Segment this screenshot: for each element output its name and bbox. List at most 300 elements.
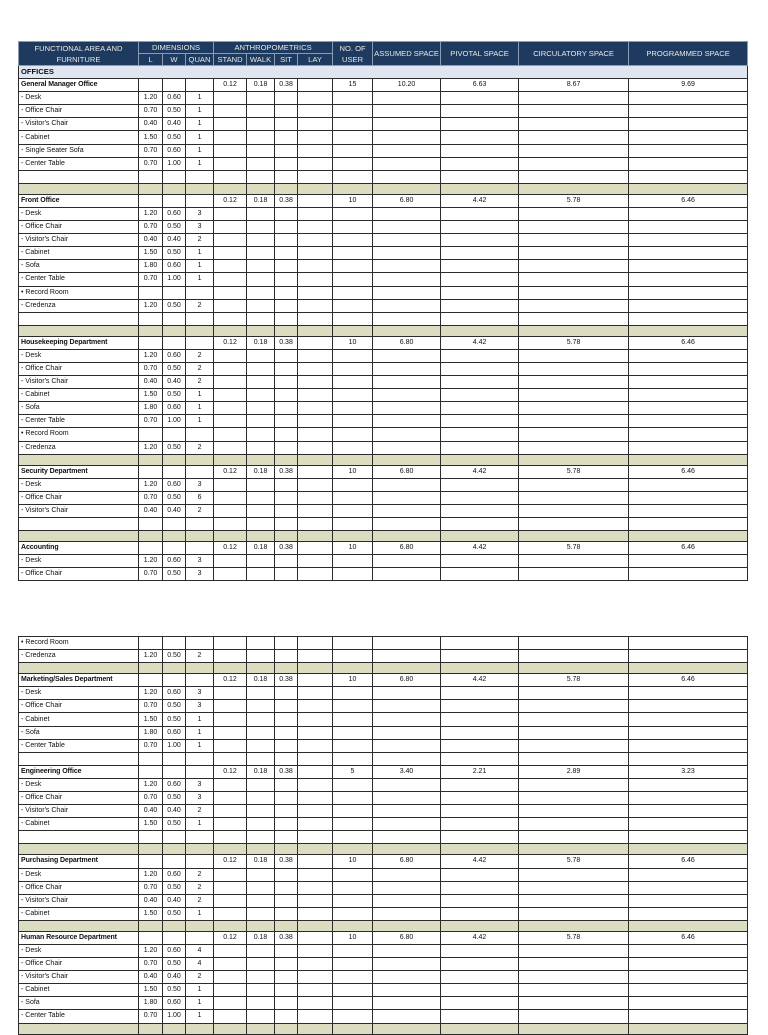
width-cell: 0.60 (163, 997, 186, 1010)
separator-cell (629, 663, 748, 674)
programmed-space-cell (629, 752, 748, 765)
users-cell (333, 234, 373, 247)
pivotal-space-cell (441, 881, 519, 894)
width-cell: 0.50 (163, 958, 186, 971)
furniture-row (19, 568, 748, 581)
sit-cell (275, 260, 298, 273)
assumed-space-cell: 6.80 (373, 931, 441, 944)
separator-cell (333, 1023, 373, 1034)
area-row (19, 465, 748, 478)
stand-cell (214, 894, 247, 907)
separator-cell (163, 454, 186, 465)
furniture-row (19, 894, 748, 907)
users-cell: 10 (333, 465, 373, 478)
width-cell: 1.00 (163, 739, 186, 752)
pivotal-space-cell (441, 491, 519, 504)
programmed-space-cell (629, 273, 748, 286)
furniture-row (19, 286, 748, 299)
users-cell (333, 376, 373, 389)
length-cell: 0.70 (139, 739, 163, 752)
circulatory-space-cell (519, 349, 629, 362)
label-cell: Accounting (19, 542, 139, 555)
lay-cell (298, 818, 333, 831)
stand-cell (214, 415, 247, 428)
blank-row (19, 170, 748, 183)
width-cell: 0.60 (163, 778, 186, 791)
circulatory-space-cell (519, 713, 629, 726)
furniture-row (19, 234, 748, 247)
stand-cell (214, 428, 247, 441)
sit-cell: 0.38 (275, 79, 298, 92)
users-cell (333, 687, 373, 700)
length-cell (139, 752, 163, 765)
lay-cell (298, 855, 333, 868)
assumed-space-cell (373, 700, 441, 713)
quantity-cell (186, 428, 214, 441)
separator-cell (275, 663, 298, 674)
assumed-space-cell (373, 170, 441, 183)
assumed-space-cell (373, 92, 441, 105)
length-cell (139, 312, 163, 325)
circulatory-space-cell (519, 286, 629, 299)
table-header (19, 42, 748, 66)
lay-cell (298, 674, 333, 687)
assumed-space-cell (373, 907, 441, 920)
assumed-space-cell (373, 713, 441, 726)
length-cell: 0.40 (139, 376, 163, 389)
assumed-space-cell (373, 944, 441, 957)
furniture-row (19, 402, 748, 415)
stand-cell (214, 881, 247, 894)
width-cell (163, 752, 186, 765)
programmed-space-cell (629, 131, 748, 144)
programmed-space-cell (629, 739, 748, 752)
programmed-space-cell (629, 997, 748, 1010)
assumed-space-cell: 10.20 (373, 79, 441, 92)
length-cell (139, 831, 163, 844)
lay-cell (298, 765, 333, 778)
furniture-row (19, 131, 748, 144)
lay-cell (298, 997, 333, 1010)
walk-cell (247, 1010, 275, 1023)
circulatory-space-cell (519, 170, 629, 183)
lay-cell (298, 907, 333, 920)
separator-row (19, 844, 748, 855)
pivotal-space-cell (441, 971, 519, 984)
walk-cell: 0.18 (247, 336, 275, 349)
quantity-cell (186, 194, 214, 207)
stand-cell (214, 286, 247, 299)
programmed-space-cell (629, 247, 748, 260)
programmed-space-cell (629, 349, 748, 362)
length-cell: 1.20 (139, 650, 163, 663)
length-cell: 0.70 (139, 958, 163, 971)
label-cell: - Desk (19, 92, 139, 105)
length-cell: 1.50 (139, 389, 163, 402)
circulatory-space-cell (519, 157, 629, 170)
quantity-cell: 2 (186, 362, 214, 375)
walk-cell (247, 650, 275, 663)
programmed-space-cell (629, 1010, 748, 1023)
users-cell (333, 971, 373, 984)
walk-cell (247, 958, 275, 971)
assumed-space-cell: 3.40 (373, 765, 441, 778)
lay-cell (298, 79, 333, 92)
users-cell (333, 568, 373, 581)
stand-cell (214, 568, 247, 581)
length-cell: 1.20 (139, 92, 163, 105)
stand-cell (214, 362, 247, 375)
users-cell (333, 299, 373, 312)
sit-cell (275, 221, 298, 234)
lay-cell (298, 234, 333, 247)
width-cell (163, 637, 186, 650)
sit-cell (275, 157, 298, 170)
pivotal-space-cell (441, 428, 519, 441)
users-cell (333, 441, 373, 454)
separator-cell (186, 663, 214, 674)
quantity-cell: 1 (186, 997, 214, 1010)
label-cell: - Cabinet (19, 713, 139, 726)
furniture-row (19, 637, 748, 650)
sit-cell (275, 997, 298, 1010)
separator-cell (186, 531, 214, 542)
width-cell: 0.50 (163, 792, 186, 805)
furniture-row (19, 389, 748, 402)
separator-cell (275, 454, 298, 465)
lay-cell (298, 349, 333, 362)
sit-cell (275, 118, 298, 131)
stand-cell: 0.12 (214, 542, 247, 555)
separator-cell (214, 844, 247, 855)
separator-cell (333, 663, 373, 674)
separator-cell (19, 1023, 139, 1034)
walk-cell (247, 428, 275, 441)
separator-cell (629, 1023, 748, 1034)
quantity-cell: 1 (186, 402, 214, 415)
furniture-row (19, 778, 748, 791)
walk-cell (247, 971, 275, 984)
width-cell (163, 465, 186, 478)
stand-cell (214, 650, 247, 663)
label-cell: - Cabinet (19, 818, 139, 831)
furniture-row (19, 555, 748, 568)
stand-cell (214, 247, 247, 260)
pivotal-space-cell (441, 273, 519, 286)
label-cell: - Visitor's Chair (19, 118, 139, 131)
stand-cell (214, 207, 247, 220)
stand-cell: 0.12 (214, 855, 247, 868)
blank-row (19, 518, 748, 531)
separator-cell (139, 1023, 163, 1034)
label-cell: - Sofa (19, 997, 139, 1010)
separator-row (19, 454, 748, 465)
walk-cell: 0.18 (247, 855, 275, 868)
programmed-space-cell (629, 491, 748, 504)
pivotal-space-cell (441, 260, 519, 273)
users-cell (333, 170, 373, 183)
assumed-space-cell (373, 958, 441, 971)
lay-cell (298, 805, 333, 818)
programmed-space-cell (629, 713, 748, 726)
sit-cell (275, 700, 298, 713)
header-circulatory-space: CIRCULATORY SPACE (519, 42, 629, 66)
length-cell: 0.70 (139, 491, 163, 504)
quantity-cell: 2 (186, 376, 214, 389)
separator-cell (139, 454, 163, 465)
separator-cell (519, 663, 629, 674)
users-cell: 10 (333, 931, 373, 944)
furniture-row (19, 650, 748, 663)
label-cell: - Office Chair (19, 792, 139, 805)
circulatory-space-cell (519, 792, 629, 805)
label-cell: - Center Table (19, 739, 139, 752)
lay-cell (298, 650, 333, 663)
circulatory-space-cell (519, 144, 629, 157)
lay-cell (298, 428, 333, 441)
header-stand: STAND (214, 54, 247, 66)
separator-cell (441, 531, 519, 542)
furniture-row (19, 157, 748, 170)
lay-cell (298, 792, 333, 805)
pivotal-space-cell (441, 376, 519, 389)
quantity-cell: 2 (186, 441, 214, 454)
label-cell: - Cabinet (19, 247, 139, 260)
pivotal-space-cell: 4.42 (441, 465, 519, 478)
users-cell: 10 (333, 674, 373, 687)
circulatory-space-cell (519, 299, 629, 312)
sit-cell (275, 778, 298, 791)
circulatory-space-cell (519, 881, 629, 894)
label-cell: - Center Table (19, 157, 139, 170)
width-cell: 0.50 (163, 491, 186, 504)
stand-cell (214, 713, 247, 726)
assumed-space-cell (373, 831, 441, 844)
pivotal-space-cell (441, 568, 519, 581)
area-row (19, 79, 748, 92)
sit-cell (275, 984, 298, 997)
assumed-space-cell (373, 362, 441, 375)
users-cell (333, 518, 373, 531)
programmed-space-cell (629, 984, 748, 997)
users-cell (333, 312, 373, 325)
circulatory-space-cell (519, 504, 629, 517)
walk-cell (247, 478, 275, 491)
programmed-space-cell (629, 726, 748, 739)
separator-cell (247, 183, 275, 194)
separator-cell (298, 325, 333, 336)
circulatory-space-cell (519, 971, 629, 984)
category-label: OFFICES (19, 66, 748, 79)
separator-cell (139, 663, 163, 674)
width-cell: 0.50 (163, 221, 186, 234)
users-cell (333, 273, 373, 286)
assumed-space-cell (373, 286, 441, 299)
length-cell: 0.40 (139, 805, 163, 818)
lay-cell (298, 415, 333, 428)
sit-cell (275, 234, 298, 247)
separator-cell (373, 1023, 441, 1034)
width-cell: 0.50 (163, 568, 186, 581)
blank-row (19, 312, 748, 325)
header-assumed-space: ASSUMED SPACE (373, 42, 441, 66)
circulatory-space-cell: 5.78 (519, 336, 629, 349)
assumed-space-cell (373, 984, 441, 997)
users-cell: 10 (333, 194, 373, 207)
label-cell (19, 518, 139, 531)
pivotal-space-cell: 4.42 (441, 855, 519, 868)
programmed-space-cell (629, 234, 748, 247)
width-cell: 0.40 (163, 971, 186, 984)
walk-cell (247, 726, 275, 739)
circulatory-space-cell: 2.89 (519, 765, 629, 778)
users-cell (333, 221, 373, 234)
sit-cell (275, 739, 298, 752)
separator-cell (247, 454, 275, 465)
circulatory-space-cell (519, 650, 629, 663)
quantity-cell (186, 765, 214, 778)
quantity-cell: 3 (186, 687, 214, 700)
lay-cell (298, 504, 333, 517)
category-row (19, 66, 748, 79)
width-cell: 0.50 (163, 650, 186, 663)
width-cell: 0.60 (163, 349, 186, 362)
users-cell (333, 778, 373, 791)
width-cell: 0.60 (163, 868, 186, 881)
label-cell: - Visitor's Chair (19, 894, 139, 907)
pivotal-space-cell (441, 637, 519, 650)
users-cell (333, 207, 373, 220)
users-cell (333, 818, 373, 831)
separator-cell (275, 531, 298, 542)
quantity-cell: 1 (186, 389, 214, 402)
programmed-space-cell (629, 805, 748, 818)
separator-cell (629, 531, 748, 542)
circulatory-space-cell: 5.78 (519, 674, 629, 687)
separator-cell (333, 325, 373, 336)
pivotal-space-cell (441, 739, 519, 752)
sit-cell (275, 637, 298, 650)
header-sit: SIT (275, 54, 298, 66)
lay-cell (298, 157, 333, 170)
quantity-cell: 1 (186, 105, 214, 118)
quantity-cell: 1 (186, 713, 214, 726)
label-cell: - Office Chair (19, 700, 139, 713)
walk-cell (247, 504, 275, 517)
programmed-space-cell (629, 958, 748, 971)
width-cell: 0.50 (163, 389, 186, 402)
programmed-space-cell (629, 118, 748, 131)
separator-cell (373, 325, 441, 336)
width-cell: 0.40 (163, 376, 186, 389)
circulatory-space-cell (519, 894, 629, 907)
label-cell: - Visitor's Chair (19, 971, 139, 984)
label-cell: - Visitor's Chair (19, 504, 139, 517)
assumed-space-cell (373, 726, 441, 739)
circulatory-space-cell (519, 700, 629, 713)
walk-cell (247, 402, 275, 415)
header-quan: QUAN (186, 54, 214, 66)
width-cell: 0.60 (163, 478, 186, 491)
walk-cell (247, 362, 275, 375)
assumed-space-cell (373, 650, 441, 663)
circulatory-space-cell: 5.78 (519, 931, 629, 944)
circulatory-space-cell (519, 868, 629, 881)
walk-cell (247, 868, 275, 881)
pivotal-space-cell (441, 349, 519, 362)
walk-cell (247, 907, 275, 920)
programmed-space-cell (629, 881, 748, 894)
length-cell: 1.50 (139, 984, 163, 997)
label-cell: - Desk (19, 778, 139, 791)
stand-cell (214, 700, 247, 713)
length-cell: 1.20 (139, 868, 163, 881)
assumed-space-cell (373, 157, 441, 170)
users-cell (333, 415, 373, 428)
sit-cell (275, 491, 298, 504)
length-cell: 1.80 (139, 260, 163, 273)
separator-cell (629, 844, 748, 855)
sit-cell: 0.38 (275, 542, 298, 555)
users-cell (333, 831, 373, 844)
pivotal-space-cell (441, 518, 519, 531)
pivotal-space-cell (441, 299, 519, 312)
separator-cell (441, 844, 519, 855)
walk-cell (247, 831, 275, 844)
furniture-row (19, 105, 748, 118)
quantity-cell: 3 (186, 478, 214, 491)
sit-cell (275, 944, 298, 957)
sit-cell (275, 504, 298, 517)
width-cell: 1.00 (163, 273, 186, 286)
assumed-space-cell (373, 739, 441, 752)
stand-cell (214, 637, 247, 650)
blank-row (19, 831, 748, 844)
length-cell (139, 637, 163, 650)
circulatory-space-cell (519, 207, 629, 220)
circulatory-space-cell (519, 362, 629, 375)
users-cell (333, 260, 373, 273)
sit-cell (275, 650, 298, 663)
walk-cell (247, 170, 275, 183)
sit-cell (275, 402, 298, 415)
separator-cell (186, 454, 214, 465)
users-cell (333, 700, 373, 713)
label-cell: - Office Chair (19, 881, 139, 894)
quantity-cell (186, 465, 214, 478)
pivotal-space-cell (441, 1010, 519, 1023)
separator-cell (214, 183, 247, 194)
length-cell: 0.70 (139, 362, 163, 375)
assumed-space-cell (373, 247, 441, 260)
furniture-row (19, 260, 748, 273)
users-cell (333, 157, 373, 170)
separator-row (19, 183, 748, 194)
length-cell: 0.70 (139, 105, 163, 118)
users-cell (333, 428, 373, 441)
stand-cell (214, 402, 247, 415)
circulatory-space-cell (519, 958, 629, 971)
stand-cell: 0.12 (214, 79, 247, 92)
length-cell: 0.70 (139, 221, 163, 234)
programmed-space-cell (629, 105, 748, 118)
circulatory-space-cell (519, 105, 629, 118)
sit-cell (275, 894, 298, 907)
quantity-cell: 2 (186, 299, 214, 312)
programmed-space-cell: 6.46 (629, 465, 748, 478)
width-cell: 0.60 (163, 555, 186, 568)
programmed-space-cell (629, 92, 748, 105)
